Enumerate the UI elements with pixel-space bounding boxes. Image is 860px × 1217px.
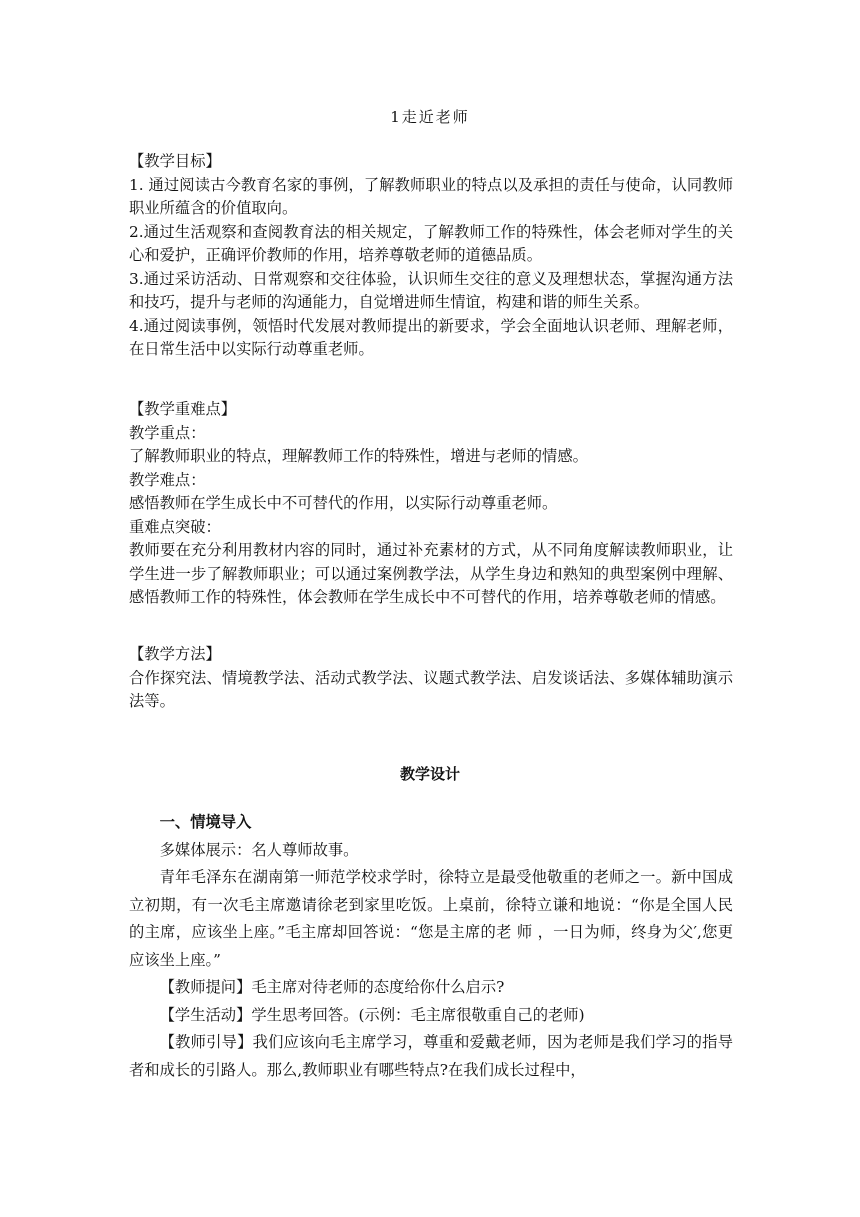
keypoints-heading: 【教学重难点】 [129,400,237,418]
objectives-heading: 【教学目标】 [129,152,221,170]
section1-heading: 一、情境导入 [159,813,252,831]
design-section [129,809,733,1084]
objective-item-3: 3.通过采访活动、日常观察和交往体验，认识师生交往的意义及理想状态，掌握沟通方法和技巧，提升与老师的沟通能力，自觉增进师生情谊，构建和谐的师生关系。 [129,269,733,311]
methods-text: 合作探究法、情境教学法、活动式教学法、议题式教学法、启发谈话法、多媒体辅助演示法等。 [129,668,733,710]
story-paragraph: 青年毛泽东在湖南第一师范学校求学时，徐特立是最受他敬重的老师之一。新中国成立初期，有一次毛主席邀请徐老到家里吃饭。上桌前，徐特立谦和地说：“你是全国人民的主席，应该坐上座。”毛主席却回答说：“您是主席的老 师 ，一日为师，终身为父′,您更应该坐上座。” [129,868,733,969]
focus-text: 了解教师职业的特点，理解教师工作的特殊性，增进与老师的情感。 [129,447,588,465]
teacher-question: 【教师提问】毛主席对待老师的态度给你什么启示? [159,978,505,996]
difficulty-text: 感悟教师在学生成长中不可替代的作用，以实际行动尊重老师。 [129,494,558,512]
breakthrough-text: 教师要在充分利用教材内容的同时，通过补充素材的方式，从不同角度解读教师职业，让学生进一步了解教师职业；可以通过案例教学法，从学生身边和熟知的典型案例中理解、感悟教师工作的特殊性，体会教师在学生成长中不可替代的作用，培养尊敬老师的情感。 [129,541,733,606]
media-line: 多媒体展示：名人尊师故事。 [159,840,359,859]
student-activity: 【学生活动】学生思考回答。(示例：毛主席很敬重自己的老师) [159,1005,585,1024]
methods-heading: 【教学方法】 [129,645,221,663]
keypoints-section [129,398,733,610]
objective-item-1: 1. 通过阅读古今教育名家的事例，了解教师职业的特点以及承担的责任与使命，认同教师职业所蕴含的价值取向。 [129,175,733,217]
lesson-title: 1走近老师 [390,108,470,126]
objective-item-2: 2.通过生活观察和查阅教育法的相关规定，了解教师工作的特殊性，体会老师对学生的关心和爱护，正确评价教师的作用，培养尊敬老师的道德品质。 [129,222,733,264]
objectives-section [129,150,733,362]
objective-item-4: 4.通过阅读事例，领悟时代发展对教师提出的新要求，学会全面地认识老师、理解老师，在日常生活中以实际行动尊重老师。 [129,316,733,358]
difficulty-label: 教学难点： [129,470,206,489]
breakthrough-label: 重难点突破： [129,517,221,536]
design-title: 教学设计 [399,765,460,783]
teacher-guide: 【教师引导】我们应该向毛主席学习，尊重和爱戴老师，因为老师是我们学习的指导者和成长的引路人。那么,教师职业有哪些特点?在我们成长过程中， [129,1033,733,1079]
methods-section [129,643,733,714]
focus-label: 教学重点： [129,423,206,442]
